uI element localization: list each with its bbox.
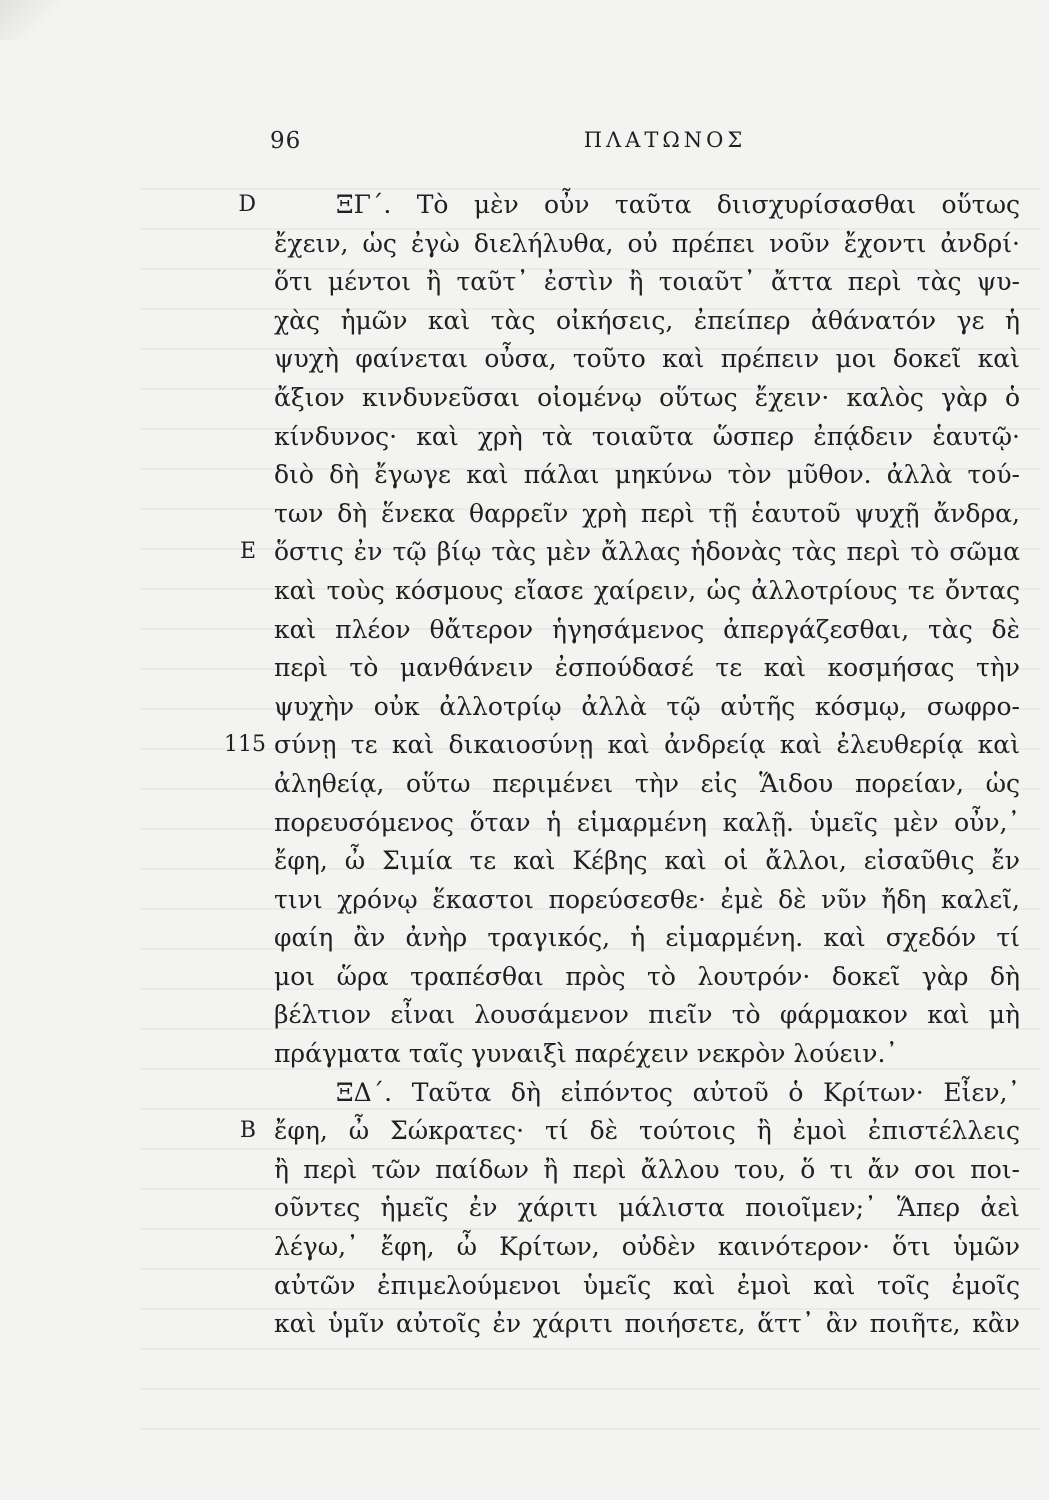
line-text: ἔφη, ὦ Σώκρατες· τί δὲ τούτοις ἢ ἐμοὶ ἐπιστέλλεις: [274, 1116, 1020, 1146]
line-text: ἔφη, ὦ Σιμία τε καὶ Κέβης καὶ οἱ ἄλλοι, εἰσαῦθις ἔν: [274, 846, 1020, 876]
text-line: [274, 1189, 1020, 1228]
line-text: μοι ὥρα τραπέσθαι πρὸς τὸ λουτρόν· δοκεῖ γὰρ δὴ: [274, 961, 1020, 991]
text-line: [274, 1151, 1020, 1190]
text-line: [239, 533, 1020, 572]
stephanus-marker: D: [238, 192, 256, 217]
text-line: [274, 572, 1020, 611]
line-text: λέγω,᾿ ἔφη, ὦ Κρίτων, οὐδὲν καινότερον· ὅτι ὑμῶν: [274, 1232, 1020, 1262]
body-text: [224, 186, 1020, 1344]
line-text: κίνδυνος· καὶ χρὴ τὰ τοιαῦτα ὥσπερ ἐπᾴδειν ἑαυτῷ·: [274, 421, 1020, 451]
line-text: ψυχὴ φαίνεται οὖσα, τοῦτο καὶ πρέπειν μοι δοκεῖ καὶ: [274, 344, 1020, 374]
line-text: βέλτιον εἶναι λουσάμενον πιεῖν τὸ φάρμακον καὶ μὴ: [274, 1000, 1020, 1030]
page-header: [270, 128, 1020, 158]
text-line: [274, 881, 1020, 920]
line-text: πορευσόμενος ὅταν ἡ εἱμαρμένη καλῇ. ὑμεῖς μὲν οὖν,᾿: [274, 807, 1020, 837]
text-line: [274, 1267, 1020, 1306]
text-line: [274, 225, 1020, 264]
text-line: [274, 340, 1020, 379]
text-line: [274, 495, 1020, 534]
line-text: ΞΓ΄. Τὸ μὲν οὖν ταῦτα διισχυρίσασθαι οὕτως: [336, 190, 1020, 219]
text-line: [239, 1112, 1020, 1151]
line-text: πράγματα ταῖς γυναιξὶ παρέχειν νεκρὸν λούειν.᾿: [274, 1039, 898, 1069]
line-text: διὸ δὴ ἔγωγε καὶ πάλαι μηκύνω τὸν μῦθον. ἀλλὰ τού-: [274, 460, 1020, 490]
text-line: [274, 996, 1020, 1035]
line-text: ἔχειν, ὡς ἐγὼ διελήλυθα, οὐ πρέπει νοῦν ἔχοντι ἀνδρί·: [274, 228, 1020, 258]
text-line: [274, 302, 1020, 341]
line-text: ΞΔ΄. Ταῦτα δὴ εἰπόντος αὐτοῦ ὁ Κρίτων· Εἶεν,᾿: [336, 1077, 1020, 1107]
line-text: ἄξιον κινδυνεῦσαι οἰομένῳ οὕτως ἔχειν· καλὸς γὰρ ὁ: [274, 382, 1020, 412]
page-number: 96: [270, 128, 302, 154]
text-line: [274, 1074, 1020, 1113]
stephanus-marker: E: [239, 539, 256, 565]
text-line: [274, 842, 1020, 881]
text-line: [274, 1228, 1020, 1267]
line-text: ὅστις ἐν τῷ βίῳ τὰς μὲν ἄλλας ἡδονὰς τὰς περὶ τὸ σῶμα: [274, 537, 1020, 567]
line-text: καὶ ὑμῖν αὐτοῖς ἐν χάριτι ποιήσετε, ἅττ᾿ ἂν ποιῆτε, κἂν: [274, 1309, 1020, 1339]
text-line: [238, 186, 1020, 225]
line-text: σύνῃ τε καὶ δικαιοσύνῃ καὶ ἀνδρείᾳ καὶ ἐλευθερίᾳ καὶ: [274, 730, 1020, 760]
line-text: περὶ τὸ μανθάνειν ἐσπούδασέ τε καὶ κοσμήσας τὴν: [274, 653, 1020, 683]
line-text: καὶ πλέον θἄτερον ἡγησάμενος ἀπεργάζεσθαι, τὰς δὲ: [274, 614, 1020, 644]
stephanus-marker: B: [239, 1118, 256, 1144]
line-text: φαίη ἂν ἀνὴρ τραγικός, ἡ εἱμαρμένη. καὶ σχεδόν τί: [274, 923, 1020, 953]
line-text: οῦντες ἡμεῖς ἐν χάριτι μάλιστα ποιοῖμεν;᾿ Ἅπερ ἀεὶ: [274, 1193, 1020, 1223]
text-line: [274, 958, 1020, 997]
line-text: ἢ περὶ τῶν παίδων ἢ περὶ ἄλλου του, ὅ τι ἄν σοι ποι-: [274, 1154, 1020, 1184]
line-text: χὰς ἡμῶν καὶ τὰς οἰκήσεις, ἐπείπερ ἀθάνατόν γε ἡ: [274, 305, 1020, 335]
line-text: των δὴ ἕνεκα θαρρεῖν χρὴ περὶ τῇ ἑαυτοῦ ψυχῇ ἄνδρα,: [274, 498, 1020, 528]
text-line: [274, 1305, 1020, 1344]
text-line: [274, 804, 1020, 843]
text-line: [274, 688, 1020, 727]
text-line: [274, 919, 1020, 958]
chapter-number-marker: 115: [224, 732, 266, 758]
text-line: [274, 765, 1020, 804]
text-line: [274, 418, 1020, 457]
running-title: ΠΛΑΤΩΝΟΣ: [583, 128, 747, 152]
text-line: [274, 1035, 1020, 1074]
line-text: αὐτῶν ἐπιμελούμενοι ὑμεῖς καὶ ἐμοὶ καὶ τοῖς ἐμοῖς: [274, 1270, 1020, 1300]
line-text: καὶ τοὺς κόσμους εἴασε χαίρειν, ὡς ἀλλοτρίους τε ὄντας: [274, 575, 1020, 605]
text-line: [274, 263, 1020, 302]
text-line: [224, 726, 1020, 765]
line-text: ὅτι μέντοι ἢ ταῦτ᾿ ἐστὶν ἢ τοιαῦτ᾿ ἄττα περὶ τὰς ψυ-: [274, 267, 1020, 297]
text-line: [274, 611, 1020, 650]
text-line: [274, 649, 1020, 688]
page-corner-crease: [0, 0, 60, 40]
text-line: [274, 379, 1020, 418]
text-line: [274, 456, 1020, 495]
line-text: ἀληθείᾳ, οὕτω περιμένει τὴν εἰς Ἅιδου πορείαν, ὡς: [274, 768, 1020, 798]
line-text: ψυχὴν οὐκ ἀλλοτρίῳ ἀλλὰ τῷ αὐτῆς κόσμῳ, σωφρο-: [274, 691, 1020, 721]
line-text: τινι χρόνῳ ἕκαστοι πορεύσεσθε· ἐμὲ δὲ νῦν ἤδη καλεῖ,: [274, 884, 1020, 914]
